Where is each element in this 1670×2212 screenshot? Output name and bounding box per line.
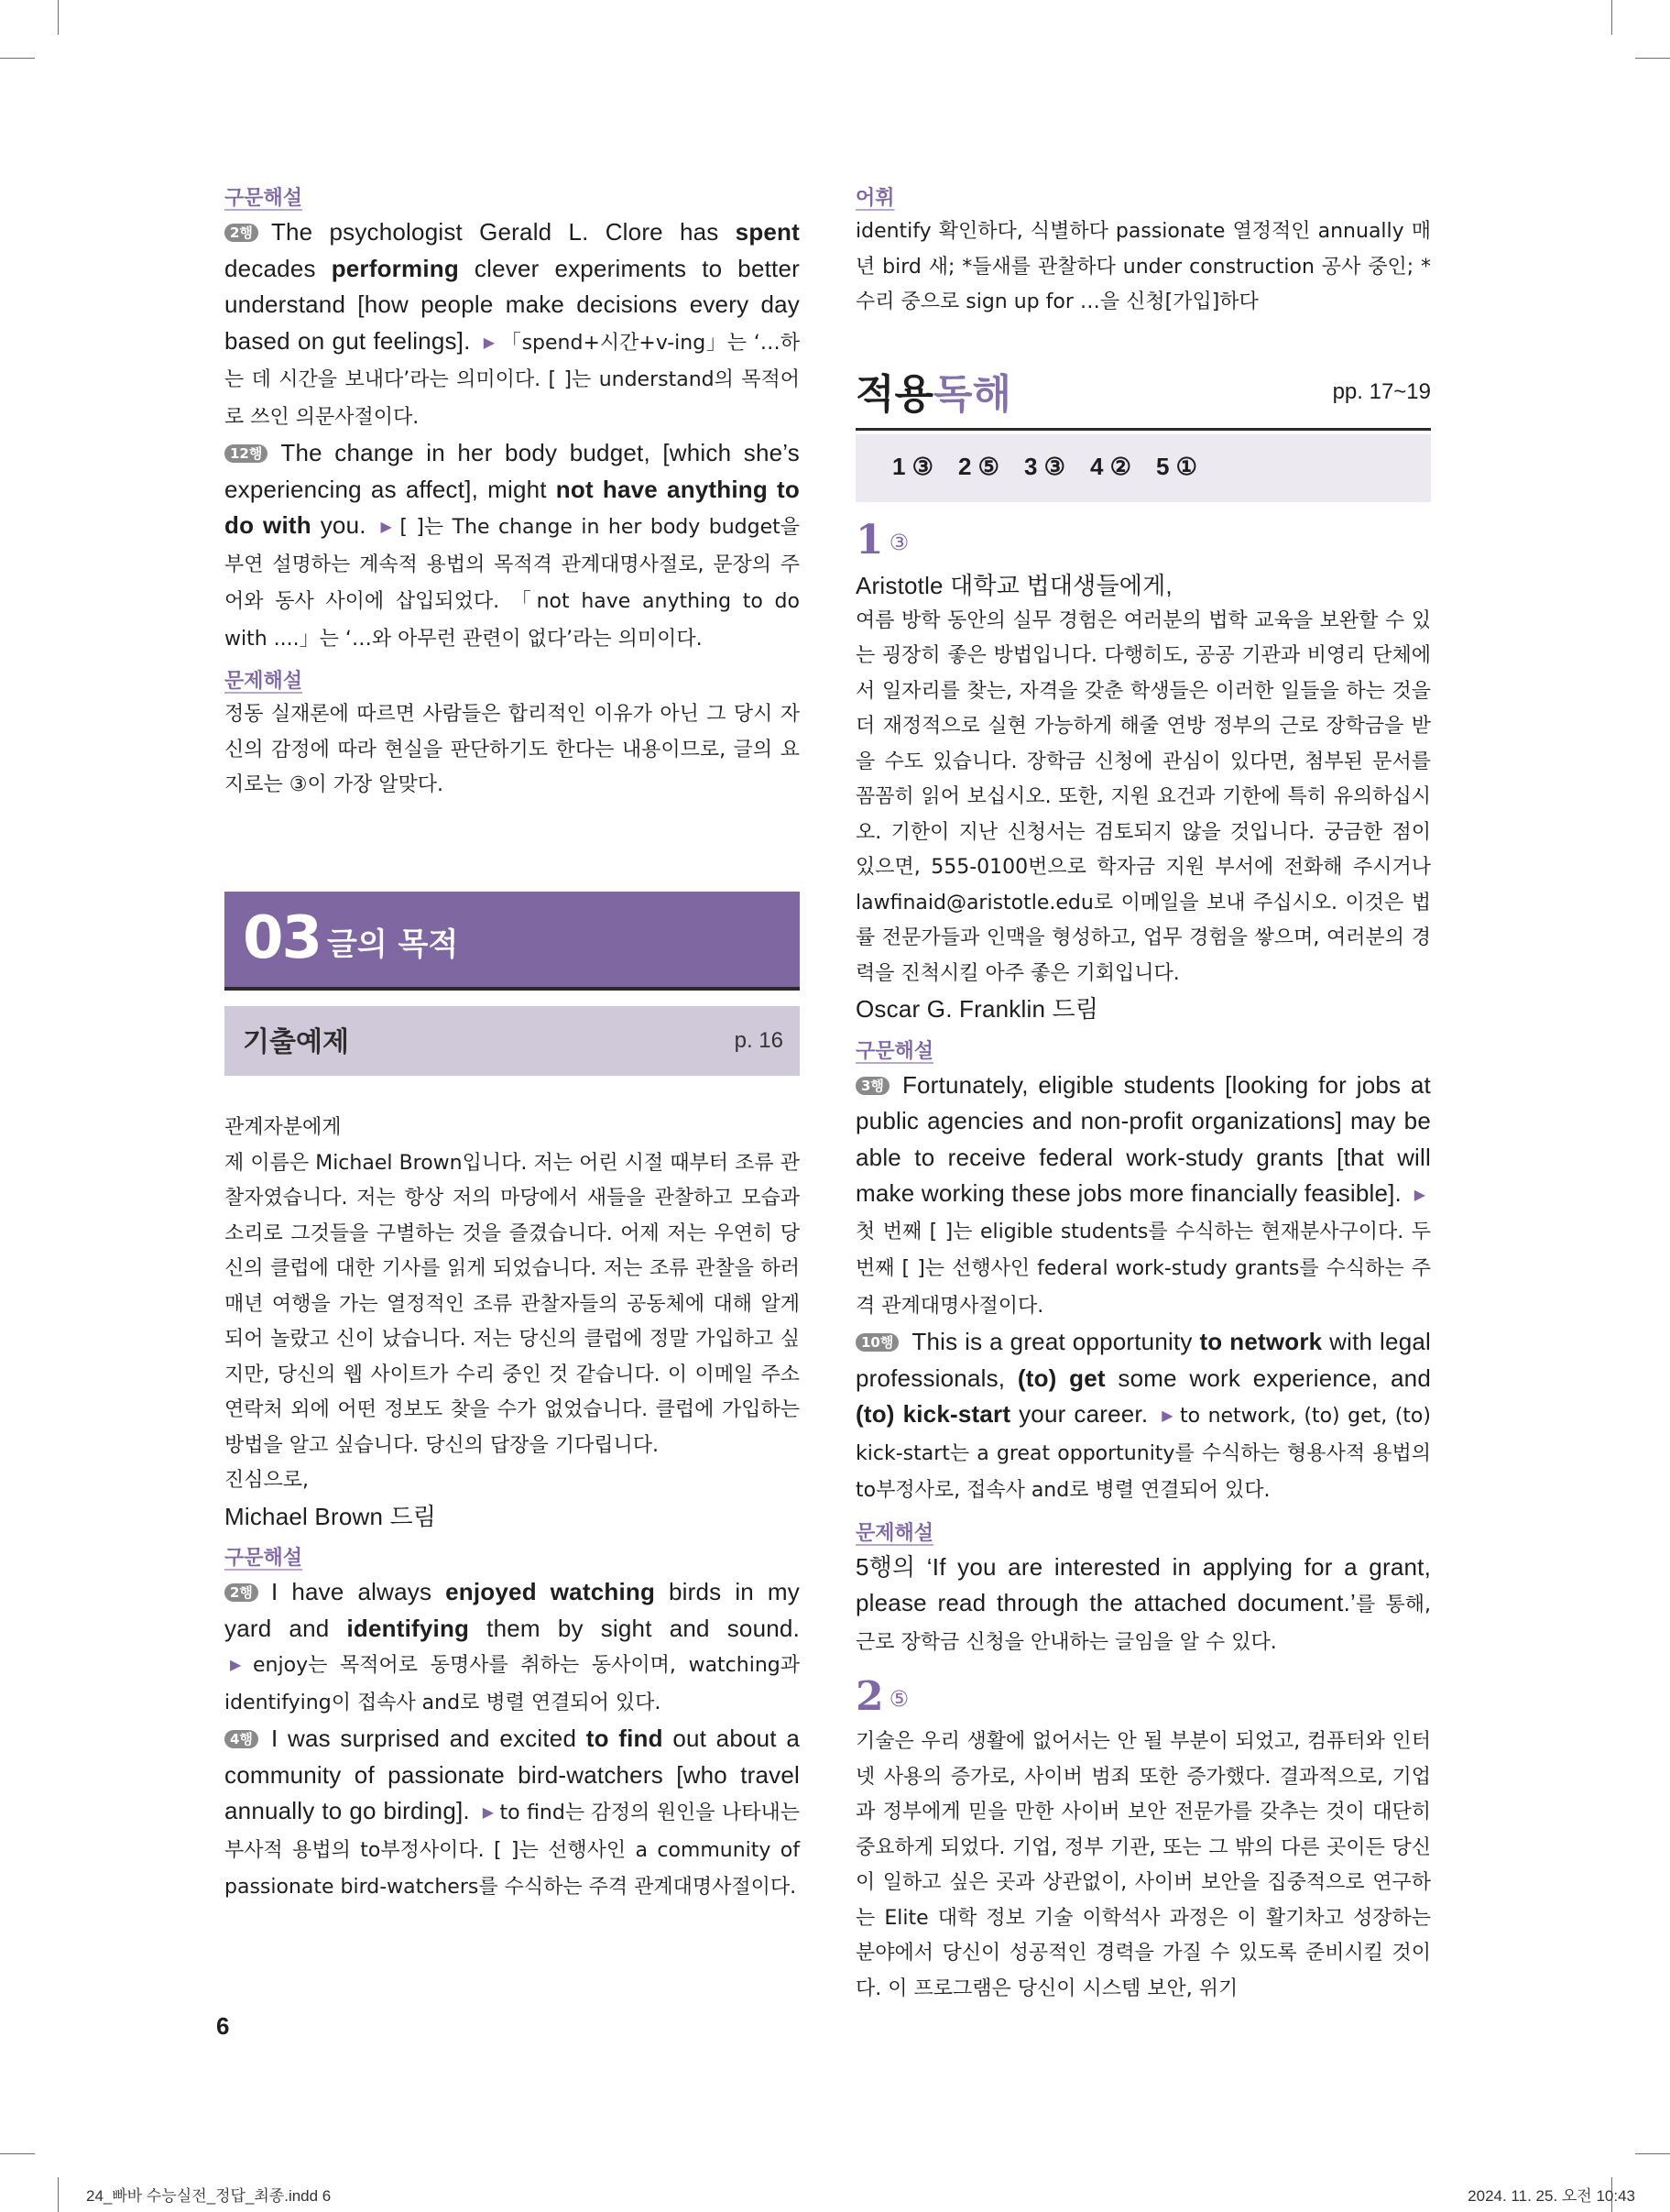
line-badge: 10행: [856, 1333, 899, 1352]
chapter-title: 글의 목적: [327, 926, 459, 963]
line-badge: 12행: [224, 444, 267, 463]
section-header-syntax: 구문해설: [856, 1039, 934, 1063]
answer-key-bar: [856, 434, 1431, 502]
crop-mark: [1635, 58, 1670, 59]
crop-mark: [1611, 0, 1612, 35]
answer-item: 1 ③: [892, 453, 933, 480]
answer-item: 2 ⑤: [958, 453, 999, 480]
vocab-text: identify 확인하다, 식별하다 passionate 열정적인 annually 매년 bird 새; *들새를 관찰하다 under construction 공사 중인; *수리 중으로 sign up for …을 신청[가입]하다: [856, 220, 1431, 313]
exam-label: 기출예제: [243, 1026, 349, 1058]
answer-item: 3 ③: [1024, 453, 1065, 480]
line-badge: 2행: [224, 1583, 258, 1602]
crop-mark: [1635, 2153, 1670, 2154]
triangle-bullet-icon: ▶: [483, 333, 496, 351]
letter-greeting: 관계자분에게: [224, 1116, 342, 1139]
right-column-vocab: [856, 183, 1431, 321]
line-badge: 2행: [224, 224, 258, 242]
section-header-vocab: 어휘: [856, 187, 895, 210]
applied-reading-header: [856, 359, 1431, 431]
triangle-bullet-icon: ▶: [1413, 1186, 1425, 1203]
line-badge: 4행: [224, 1730, 258, 1748]
chapter-number: 03: [243, 904, 322, 972]
section-header-syntax: 구문해설: [224, 187, 303, 210]
footer-date: 2024. 11. 25. 오전 10:43: [1468, 2187, 1635, 2205]
triangle-bullet-icon: ▶: [482, 1803, 495, 1821]
q1-sign: Oscar G. Franklin 드림: [856, 995, 1099, 1023]
footer-filename: 24_빠바 수능실전_정답_최종.indd 6: [86, 2187, 332, 2205]
page-number: 6: [216, 2012, 230, 2040]
answer-item: 4 ②: [1090, 453, 1131, 480]
chapter-banner: [224, 892, 800, 991]
exam-page: p. 16: [734, 1028, 783, 1053]
line-badge: 3행: [856, 1077, 890, 1095]
crop-mark: [0, 58, 35, 59]
syntax-paragraph: 3행 Fortunately, eligible students [looking for jobs at public agencies and non-profit organizations] may be able to receive federal work-study grants [that will make working these jobs more financially feasible]. ▶첫 번째 [ ]는 eligible students를 수식하는 현재분사구이다. 두 번째 [ ]는 선행사인 federal work-study grants를 수식하는 주격 관계대명사절이다.: [856, 1070, 1431, 1318]
crop-mark: [0, 2153, 35, 2154]
syntax-paragraph: 12행 The change in her body budget, [which she’s experiencing as affect], might not have anything to do with you. ▶ [ ]는 The change in her body budget을 부연 설명하는 계속적 용법의 목적격 관계대명사절로, 문장의 주어와 동사 사이에 삽입되었다. 「not have anything to do with ....」는 ‘…와 아무런 관련이 없다’라는 의미이다.: [224, 439, 800, 651]
explanation-text: 정동 실재론에 따르면 사람들은 합리적인 이유가 아닌 그 당시 자신의 감정에 따라 현실을 판단하기도 한다는 내용이므로, 글의 요지로는 ③이 가장 알맞다.: [224, 703, 800, 796]
question-2-heading: 2 ⑤: [856, 1673, 910, 1720]
triangle-bullet-icon: ▶: [230, 1656, 248, 1673]
syntax-paragraph: 2행 The psychologist Gerald L. Clore has spent decades performing clever experiments to better understand [how people make decisions every day based on gut feelings]. ▶ 「spend+시간+v-ing」는 ‘…하는 데 시간을 보내다’라는 의미이다. [ ]는 understand의 목적어로 쓰인 의문사절이다.: [224, 218, 800, 429]
section-header-explanation: 문제해설: [224, 670, 303, 693]
applied-reading-title: 적용독해: [856, 371, 1012, 418]
left-column-upper: [224, 183, 800, 804]
question-1-heading: 1 ③: [856, 517, 910, 564]
syntax-paragraph: 4행 I was surprised and excited to find out about a community of passionate bird-watchers [who travel annually to go birding]. ▶ to find는 감정의 원인을 나타내는 부사적 용법의 to부정사이다. [ ]는 선행사인 a community of passionate bird-watchers를 수식하는 주격 관계대명사절이다.: [224, 1725, 800, 1899]
section-header-syntax: 구문해설: [224, 1547, 303, 1570]
exam-example-bar: [224, 1006, 800, 1076]
q1-body: 여름 방학 동안의 실무 경험은 여러분의 법학 교육을 보완할 수 있는 굉장히 좋은 방법입니다. 다행히도, 공공 기관과 비영리 단체에서 일자리를 찾는, 자격을 갖춘 학생들은 이러한 일들을 하는 것을 더 재정적으로 실현 가능하게 해줄 연방 정부의 근로 장학금을 받을 수도 있습니다. 장학금 신청에 관심이 있다면, 첨부된 문서를 꼼꼼히 읽어 보십시오. 또한, 지원 요건과 기한에 특히 유의하십시오. 기한이 지난 신청서는 검토되지 않을 것입니다. 궁금한 점이 있으면, 555-0100번으로 학자금 지원 부서에 전화해 주시거나 lawfinaid@aristotle.edu로 이메일을 보내 주십시오. 이것은 법률 전문가들과 인맥을 형성하고, 업무 경험을 쌓으며, 여러분의 경력을 진척시킬 아주 좋은 기회입니다.: [856, 608, 1431, 985]
triangle-bullet-icon: ▶: [1162, 1407, 1174, 1424]
letter-sign: Michael Brown 드림: [224, 1502, 437, 1530]
answer-item: 5 ①: [1156, 453, 1197, 480]
crop-mark: [58, 2177, 59, 2212]
q1-explanation: 5행의 ‘If you are interested in applying for a grant, please read through the attached document.’를 통해, 근로 장학금 신청을 안내하는 글임을 알 수 있다.: [856, 1552, 1431, 1654]
letter-closing: 진심으로,: [224, 1469, 310, 1492]
q1-greeting: Aristotle 대학교 법대생들에게,: [856, 572, 1173, 599]
crop-mark: [58, 0, 59, 35]
syntax-paragraph: 2행 I have always enjoyed watching birds in my yard and identifying them by sight and sound. ▶ enjoy는 목적어로 동명사를 취하는 동사이며, watching과 identifying이 접속사 and로 병렬 연결되어 있다.: [224, 1578, 800, 1714]
left-column-lower: [224, 1111, 800, 1906]
applied-reading-pages: pp. 17~19: [1332, 379, 1431, 404]
right-column-main: [856, 513, 1431, 2007]
section-header-explanation: 문제해설: [856, 1521, 934, 1545]
triangle-bullet-icon: ▶: [380, 518, 395, 535]
q2-body: 기술은 우리 생활에 없어서는 안 될 부분이 되었고, 컴퓨터와 인터넷 사용의 증가로, 사이버 범죄 또한 증가했다. 결과적으로, 기업과 정부에게 믿을 만한 사이버 보안 전문가를 갖추는 것이 대단히 중요하게 되었다. 기업, 정부 기관, 또는 그 밖의 다른 곳이든 당신이 일하고 싶은 곳과 상관없이, 사이버 보안을 집중적으로 연구하는 Elite 대학 정보 기술 이학석사 과정은 이 활기차고 성장하는 분야에서 당신이 성공적인 경력을 가질 수 있도록 준비시킬 것이다. 이 프로그램은 당신이 시스템 보안, 위기: [856, 1730, 1431, 2000]
letter-body: 제 이름은 Michael Brown입니다. 저는 어린 시절 때부터 조류 관찰자였습니다. 저는 항상 저의 마당에서 새들을 관찰하고 모습과 소리로 그것들을 구별하는 것을 즐겼습니다. 어제 저는 우연히 당신의 클럽에 대한 기사를 읽게 되었습니다. 저는 조류 관찰을 하러 매년 여행을 가는 열정적인 조류 관찰자들의 공동체에 대해 알게 되어 놀랐고 신이 났습니다. 저는 당신의 클럽에 정말 가입하고 싶지만, 당신의 웹 사이트가 수리 중인 것 같습니다. 이 이메일 주소 연락처 외에 어떤 정보도 찾을 수가 없었습니다. 클럽에 가입하는 방법을 알고 싶습니다. 당신의 답장을 기다립니다.: [224, 1151, 800, 1457]
syntax-paragraph: 10행 This is a great opportunity to network with legal professionals, (to) get some work experience, and (to) kick-start your career. ▶ to network, (to) get, (to) kick-start는 a great opportunity를 수식하는 형용사적 용법의 to부정사로, 접속사 and로 병렬 연결되어 있다.: [856, 1328, 1431, 1502]
